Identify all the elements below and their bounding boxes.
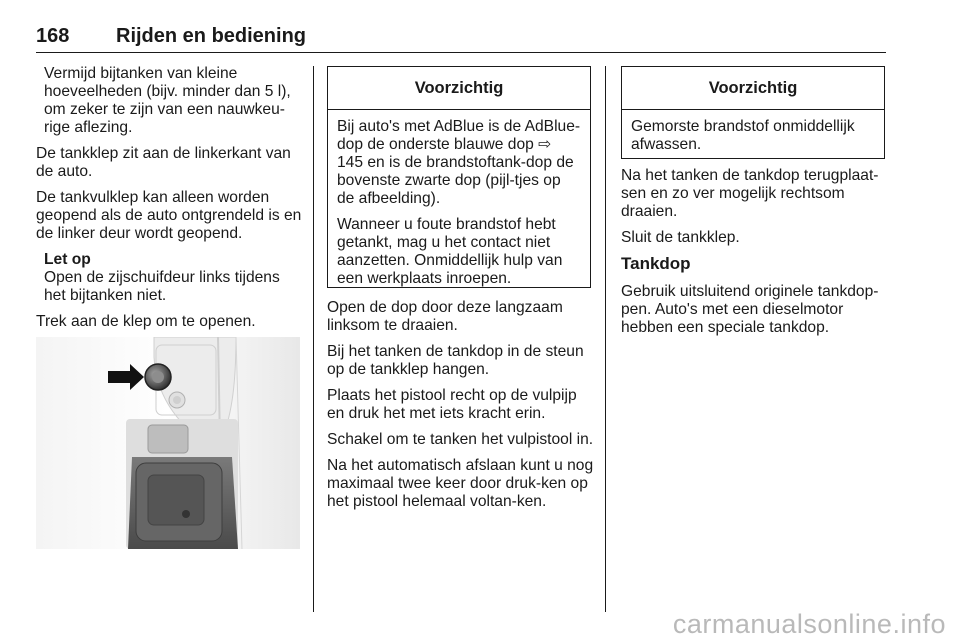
column-left (36, 65, 304, 339)
fuel-flap-drawing (36, 337, 300, 549)
caution-body (328, 110, 590, 288)
column-divider-left (313, 66, 314, 612)
note-text: Open de zijschuifdeur links tijdens het bijtanken niet. (44, 269, 280, 304)
chapter-title: Rijden en bediening (116, 25, 307, 47)
paragraph: Sluit de tankklep. (621, 229, 740, 246)
caution-title: Voorzichtig (622, 67, 884, 110)
section-heading: Tankdop (621, 254, 691, 273)
caution-text: Gemorste brandstof onmiddellijk afwassen. (631, 118, 855, 153)
paragraph: De tankklep zit aan de linkerkant van de auto. (36, 145, 291, 180)
paragraph: Na het tanken de tankdop terugplaat-sen en zo ver mogelijk rechtsom draaien. (621, 167, 879, 220)
caution-text-part: Bij auto's met AdBlue is de AdBlue-dop de onderste blauwe dop (337, 118, 581, 153)
page-number: 168 (36, 25, 70, 47)
page-header (36, 22, 886, 53)
note-title: Let op (44, 251, 91, 268)
caution-body (622, 110, 884, 154)
paragraph: Open de dop door deze langzaam linksom te draaien. (327, 299, 563, 334)
paragraph: Plaats het pistool recht op de vulpijp en druk het met iets kracht erin. (327, 387, 577, 422)
fuel-flap-illustration (36, 337, 300, 549)
caution-text: Wanneer u foute brandstof hebt getankt, mag u het contact niet aanzetten. Onmiddellijk hulp van een werkplaats inroepen. (337, 216, 563, 287)
caution-title: Voorzichtig (328, 67, 590, 110)
caution-text (337, 118, 581, 208)
paragraph: De tankvulklep kan alleen worden geopend als de auto ontgrendeld is en de linker deur wordt geopend. (36, 189, 302, 242)
caution-box (327, 66, 591, 288)
caution-text-part: 145 en is de brandstoftank-dop de bovenste zwarte dop (pijl-tjes op de afbeelding). (337, 154, 574, 207)
column-divider-right (605, 66, 606, 612)
paragraph: Vermijd bijtanken van kleine hoeveelheden (bijv. minder dan 5 l), om zeker te zijn van een nauwkeu-rige aflezing. (44, 65, 291, 136)
column-right (621, 167, 889, 345)
arrow-right-outline-icon: ⇨ (538, 136, 552, 153)
paragraph: Schakel om te tanken het vulpistool in. (327, 431, 594, 448)
paragraph: Na het automatisch afslaan kunt u nog maximaal twee keer door druk-ken op het pistool helemaal voltan-ken. (327, 457, 594, 510)
paragraph: Gebruik uitsluitend originele tankdop-pen. Auto's met een dieselmotor hebben een speciale tankdop. (621, 283, 879, 336)
note (36, 251, 304, 305)
paragraph: Bij het tanken de tankdop in de steun op de tankklep hangen. (327, 343, 584, 378)
caution-box (621, 66, 885, 159)
watermark: carmanualsonline.info (672, 609, 946, 639)
paragraph: Trek aan de klep om te openen. (36, 313, 256, 330)
column-middle (327, 299, 595, 519)
